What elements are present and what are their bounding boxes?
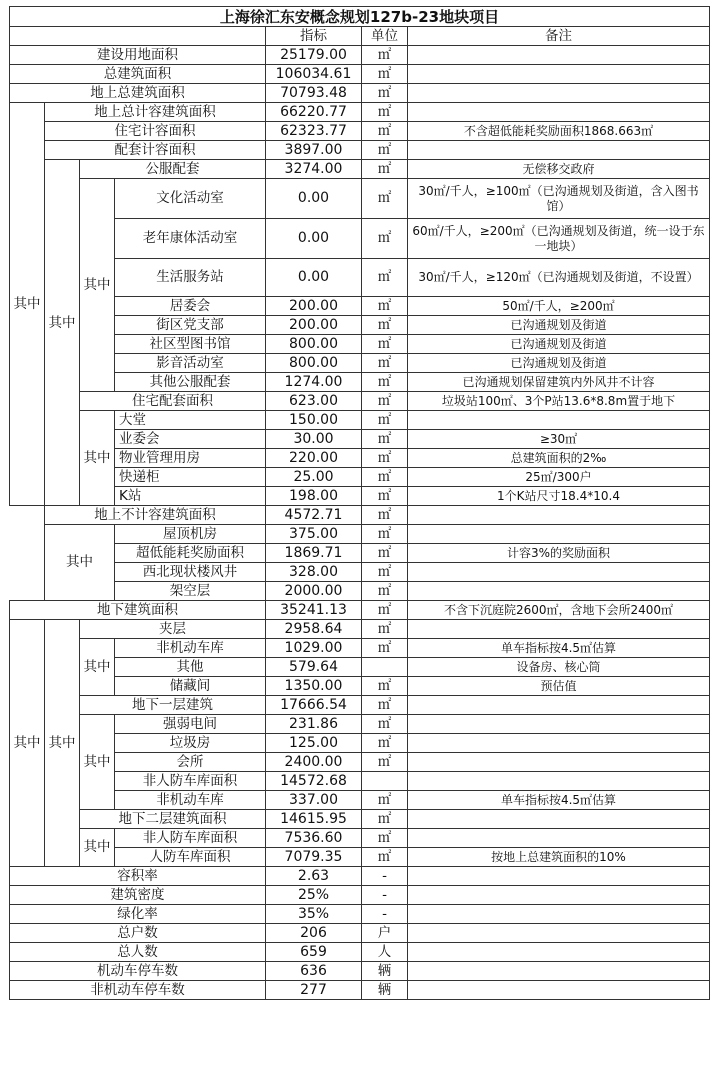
row-unit: ㎡ (361, 121, 408, 141)
row-unit: ㎡ (361, 600, 408, 620)
row-name: 地上不计容建筑面积 (44, 505, 266, 525)
row-name: 其他 (114, 657, 266, 677)
row-remark (407, 866, 710, 886)
row-remark: 30㎡/千人，≥120㎡（已沟通规划及街道，不设置） (407, 258, 710, 297)
row-remark (407, 980, 710, 1000)
row-value: 198.00 (265, 486, 362, 506)
row-remark (407, 524, 710, 544)
row-name: 非机动车停车数 (9, 980, 266, 1000)
row-name: 架空层 (114, 581, 266, 601)
row-value: 17666.54 (265, 695, 362, 715)
row-name: 社区型图书馆 (114, 334, 266, 354)
row-value: 62323.77 (265, 121, 362, 141)
row-remark (407, 410, 710, 430)
row-name: 街区党支部 (114, 315, 266, 335)
row-remark: 不含超低能耗奖励面积1868.663㎡ (407, 121, 710, 141)
row-name: 建设用地面积 (9, 45, 266, 65)
row-value: 0.00 (265, 218, 362, 259)
row-value: 7079.35 (265, 847, 362, 867)
row-remark: 垃圾站100㎡、3个P站13.6*8.8m置于地下 (407, 391, 710, 411)
row-remark (407, 885, 710, 905)
row-remark (407, 942, 710, 962)
row-value: 659 (265, 942, 362, 962)
row-unit: ㎡ (361, 828, 408, 848)
row-unit: ㎡ (361, 258, 408, 297)
group-label-1: 其中 (9, 102, 45, 506)
row-name: 公服配套 (79, 159, 266, 179)
row-name: 非机动车库 (114, 638, 266, 658)
row-value: 0.00 (265, 258, 362, 297)
row-unit: 辆 (361, 980, 408, 1000)
row-unit (361, 657, 408, 677)
row-unit: ㎡ (361, 733, 408, 753)
row-unit: ㎡ (361, 159, 408, 179)
row-remark: 25㎡/300户 (407, 467, 710, 487)
row-unit: 辆 (361, 961, 408, 981)
row-value: 0.00 (265, 178, 362, 219)
row-remark: 总建筑面积的2‰ (407, 448, 710, 468)
header-unit: 单位 (361, 26, 408, 46)
row-unit: - (361, 866, 408, 886)
row-remark (407, 695, 710, 715)
group-label-8: 其中 (79, 638, 115, 696)
row-remark (407, 45, 710, 65)
row-value: 623.00 (265, 391, 362, 411)
row-value: 200.00 (265, 296, 362, 316)
row-remark: 50㎡/千人，≥200㎡ (407, 296, 710, 316)
row-remark (407, 64, 710, 84)
row-name: 业委会 (114, 429, 266, 449)
row-value: 1274.00 (265, 372, 362, 392)
row-remark (407, 102, 710, 122)
row-unit: - (361, 885, 408, 905)
row-unit: ㎡ (361, 218, 408, 259)
row-name: 非人防车库面积 (114, 828, 266, 848)
row-remark (407, 714, 710, 734)
row-name: 夹层 (79, 619, 266, 639)
row-value: 25% (265, 885, 362, 905)
row-name: 总人数 (9, 942, 266, 962)
group-label-7: 其中 (44, 619, 80, 867)
row-unit: ㎡ (361, 140, 408, 160)
row-value: 35% (265, 904, 362, 924)
group-label-9: 其中 (79, 714, 115, 810)
row-remark (407, 923, 710, 943)
row-unit: ㎡ (361, 524, 408, 544)
row-name: 储藏间 (114, 676, 266, 696)
row-remark: 计容3%的奖励面积 (407, 543, 710, 563)
row-name: 生活服务站 (114, 258, 266, 297)
row-name: 超低能耗奖励面积 (114, 543, 266, 563)
row-unit: ㎡ (361, 45, 408, 65)
row-value: 70793.48 (265, 83, 362, 103)
row-remark: ≥30㎡ (407, 429, 710, 449)
row-value: 2000.00 (265, 581, 362, 601)
row-name: 人防车库面积 (114, 847, 266, 867)
row-unit: ㎡ (361, 505, 408, 525)
row-unit: ㎡ (361, 790, 408, 810)
row-remark: 1个K站尺寸18.4*10.4 (407, 486, 710, 506)
row-value: 636 (265, 961, 362, 981)
row-remark: 已沟通规划及街道 (407, 315, 710, 335)
row-unit: ㎡ (361, 334, 408, 354)
row-name: 物业管理用房 (114, 448, 266, 468)
row-value: 375.00 (265, 524, 362, 544)
row-remark: 单车指标按4.5㎡估算 (407, 790, 710, 810)
header-remark: 备注 (407, 26, 710, 46)
header-blank (9, 26, 266, 46)
row-name: 老年康体活动室 (114, 218, 266, 259)
row-unit: ㎡ (361, 178, 408, 219)
row-name: 其他公服配套 (114, 372, 266, 392)
row-value: 220.00 (265, 448, 362, 468)
row-remark: 已沟通规划及街道 (407, 353, 710, 373)
row-value: 2400.00 (265, 752, 362, 772)
row-value: 800.00 (265, 334, 362, 354)
row-remark (407, 904, 710, 924)
row-value: 1350.00 (265, 676, 362, 696)
row-value: 1029.00 (265, 638, 362, 658)
row-name: 非机动车库 (114, 790, 266, 810)
row-value: 200.00 (265, 315, 362, 335)
row-value: 800.00 (265, 353, 362, 373)
row-remark: 30㎡/千人，≥100㎡（已沟通规划及街道，含入图书馆） (407, 178, 710, 219)
row-unit: ㎡ (361, 581, 408, 601)
row-name: 大堂 (114, 410, 266, 430)
row-remark (407, 140, 710, 160)
row-remark (407, 828, 710, 848)
row-unit: ㎡ (361, 102, 408, 122)
row-name: 容积率 (9, 866, 266, 886)
row-unit: 户 (361, 923, 408, 943)
row-name: 强弱电间 (114, 714, 266, 734)
row-name: 垃圾房 (114, 733, 266, 753)
row-remark (407, 809, 710, 829)
row-name: 建筑密度 (9, 885, 266, 905)
row-name: 地上总建筑面积 (9, 83, 266, 103)
row-remark: 无偿移交政府 (407, 159, 710, 179)
row-unit: ㎡ (361, 847, 408, 867)
row-value: 231.86 (265, 714, 362, 734)
row-remark (407, 733, 710, 753)
row-value: 328.00 (265, 562, 362, 582)
row-value: 25179.00 (265, 45, 362, 65)
row-remark (407, 619, 710, 639)
row-unit: ㎡ (361, 714, 408, 734)
row-remark: 按地上总建筑面积的10% (407, 847, 710, 867)
row-unit: ㎡ (361, 391, 408, 411)
row-value: 4572.71 (265, 505, 362, 525)
row-value: 337.00 (265, 790, 362, 810)
row-name: 总户数 (9, 923, 266, 943)
row-name: 住宅配套面积 (79, 391, 266, 411)
row-value: 150.00 (265, 410, 362, 430)
row-unit: ㎡ (361, 467, 408, 487)
row-value: 579.64 (265, 657, 362, 677)
row-value: 277 (265, 980, 362, 1000)
header-indicator: 指标 (265, 26, 362, 46)
row-remark: 预估值 (407, 676, 710, 696)
row-unit: ㎡ (361, 752, 408, 772)
row-remark (407, 771, 710, 791)
row-unit: ㎡ (361, 486, 408, 506)
row-name: 地下建筑面积 (9, 600, 266, 620)
row-unit: ㎡ (361, 83, 408, 103)
row-name: 会所 (114, 752, 266, 772)
row-name: 非人防车库面积 (114, 771, 266, 791)
row-name: 影音活动室 (114, 353, 266, 373)
row-name: 快递柜 (114, 467, 266, 487)
row-name: 机动车停车数 (9, 961, 266, 981)
row-value: 7536.60 (265, 828, 362, 848)
row-remark: 已沟通规划及街道 (407, 334, 710, 354)
row-value: 25.00 (265, 467, 362, 487)
row-unit: ㎡ (361, 64, 408, 84)
planning-table (10, 7, 710, 1073)
row-remark (407, 961, 710, 981)
row-value: 206 (265, 923, 362, 943)
row-remark (407, 581, 710, 601)
row-name: 地下二层建筑面积 (79, 809, 266, 829)
row-unit: ㎡ (361, 543, 408, 563)
table-title: 上海徐汇东安概念规划127b-23地块项目 (9, 6, 710, 27)
row-remark: 设备房、核心筒 (407, 657, 710, 677)
group-label-6: 其中 (9, 619, 45, 867)
row-name: 屋顶机房 (114, 524, 266, 544)
row-remark (407, 505, 710, 525)
row-unit: ㎡ (361, 695, 408, 715)
row-value: 2.63 (265, 866, 362, 886)
row-name: 总建筑面积 (9, 64, 266, 84)
row-unit: ㎡ (361, 372, 408, 392)
row-remark (407, 562, 710, 582)
row-value: 14572.68 (265, 771, 362, 791)
row-remark: 60㎡/千人，≥200㎡（已沟通规划及街道，统一设于东一地块） (407, 218, 710, 259)
row-remark (407, 83, 710, 103)
row-value: 30.00 (265, 429, 362, 449)
row-unit: - (361, 904, 408, 924)
group-label-10: 其中 (79, 828, 115, 867)
row-remark: 不含下沉庭院2600㎡，含地下会所2400㎡ (407, 600, 710, 620)
row-unit: ㎡ (361, 429, 408, 449)
row-unit: ㎡ (361, 410, 408, 430)
row-unit: ㎡ (361, 638, 408, 658)
row-unit: ㎡ (361, 619, 408, 639)
row-name: 绿化率 (9, 904, 266, 924)
row-value: 3274.00 (265, 159, 362, 179)
group-label-3: 其中 (79, 178, 115, 392)
group-label-2: 其中 (44, 140, 80, 506)
row-value: 14615.95 (265, 809, 362, 829)
row-unit: ㎡ (361, 809, 408, 829)
row-unit: ㎡ (361, 296, 408, 316)
row-remark: 单车指标按4.5㎡估算 (407, 638, 710, 658)
row-unit: ㎡ (361, 353, 408, 373)
row-unit: ㎡ (361, 315, 408, 335)
row-name: 西北现状楼风井 (114, 562, 266, 582)
row-name: K站 (114, 486, 266, 506)
row-name: 地下一层建筑 (79, 695, 266, 715)
row-value: 2958.64 (265, 619, 362, 639)
row-unit: 人 (361, 942, 408, 962)
group-label-4: 其中 (79, 410, 115, 506)
row-value: 66220.77 (265, 102, 362, 122)
row-name: 配套计容面积 (44, 140, 266, 160)
row-value: 106034.61 (265, 64, 362, 84)
row-name: 地上总计容建筑面积 (44, 102, 266, 122)
row-remark: 已沟通规划保留建筑内外风井不计容 (407, 372, 710, 392)
group-label-5: 其中 (44, 524, 115, 601)
row-unit: ㎡ (361, 562, 408, 582)
row-value: 125.00 (265, 733, 362, 753)
row-name: 居委会 (114, 296, 266, 316)
row-unit: ㎡ (361, 676, 408, 696)
row-unit (361, 771, 408, 791)
row-unit: ㎡ (361, 448, 408, 468)
row-name: 文化活动室 (114, 178, 266, 219)
row-name: 住宅计容面积 (44, 121, 266, 141)
row-remark (407, 752, 710, 772)
row-value: 1869.71 (265, 543, 362, 563)
row-value: 3897.00 (265, 140, 362, 160)
row-value: 35241.13 (265, 600, 362, 620)
